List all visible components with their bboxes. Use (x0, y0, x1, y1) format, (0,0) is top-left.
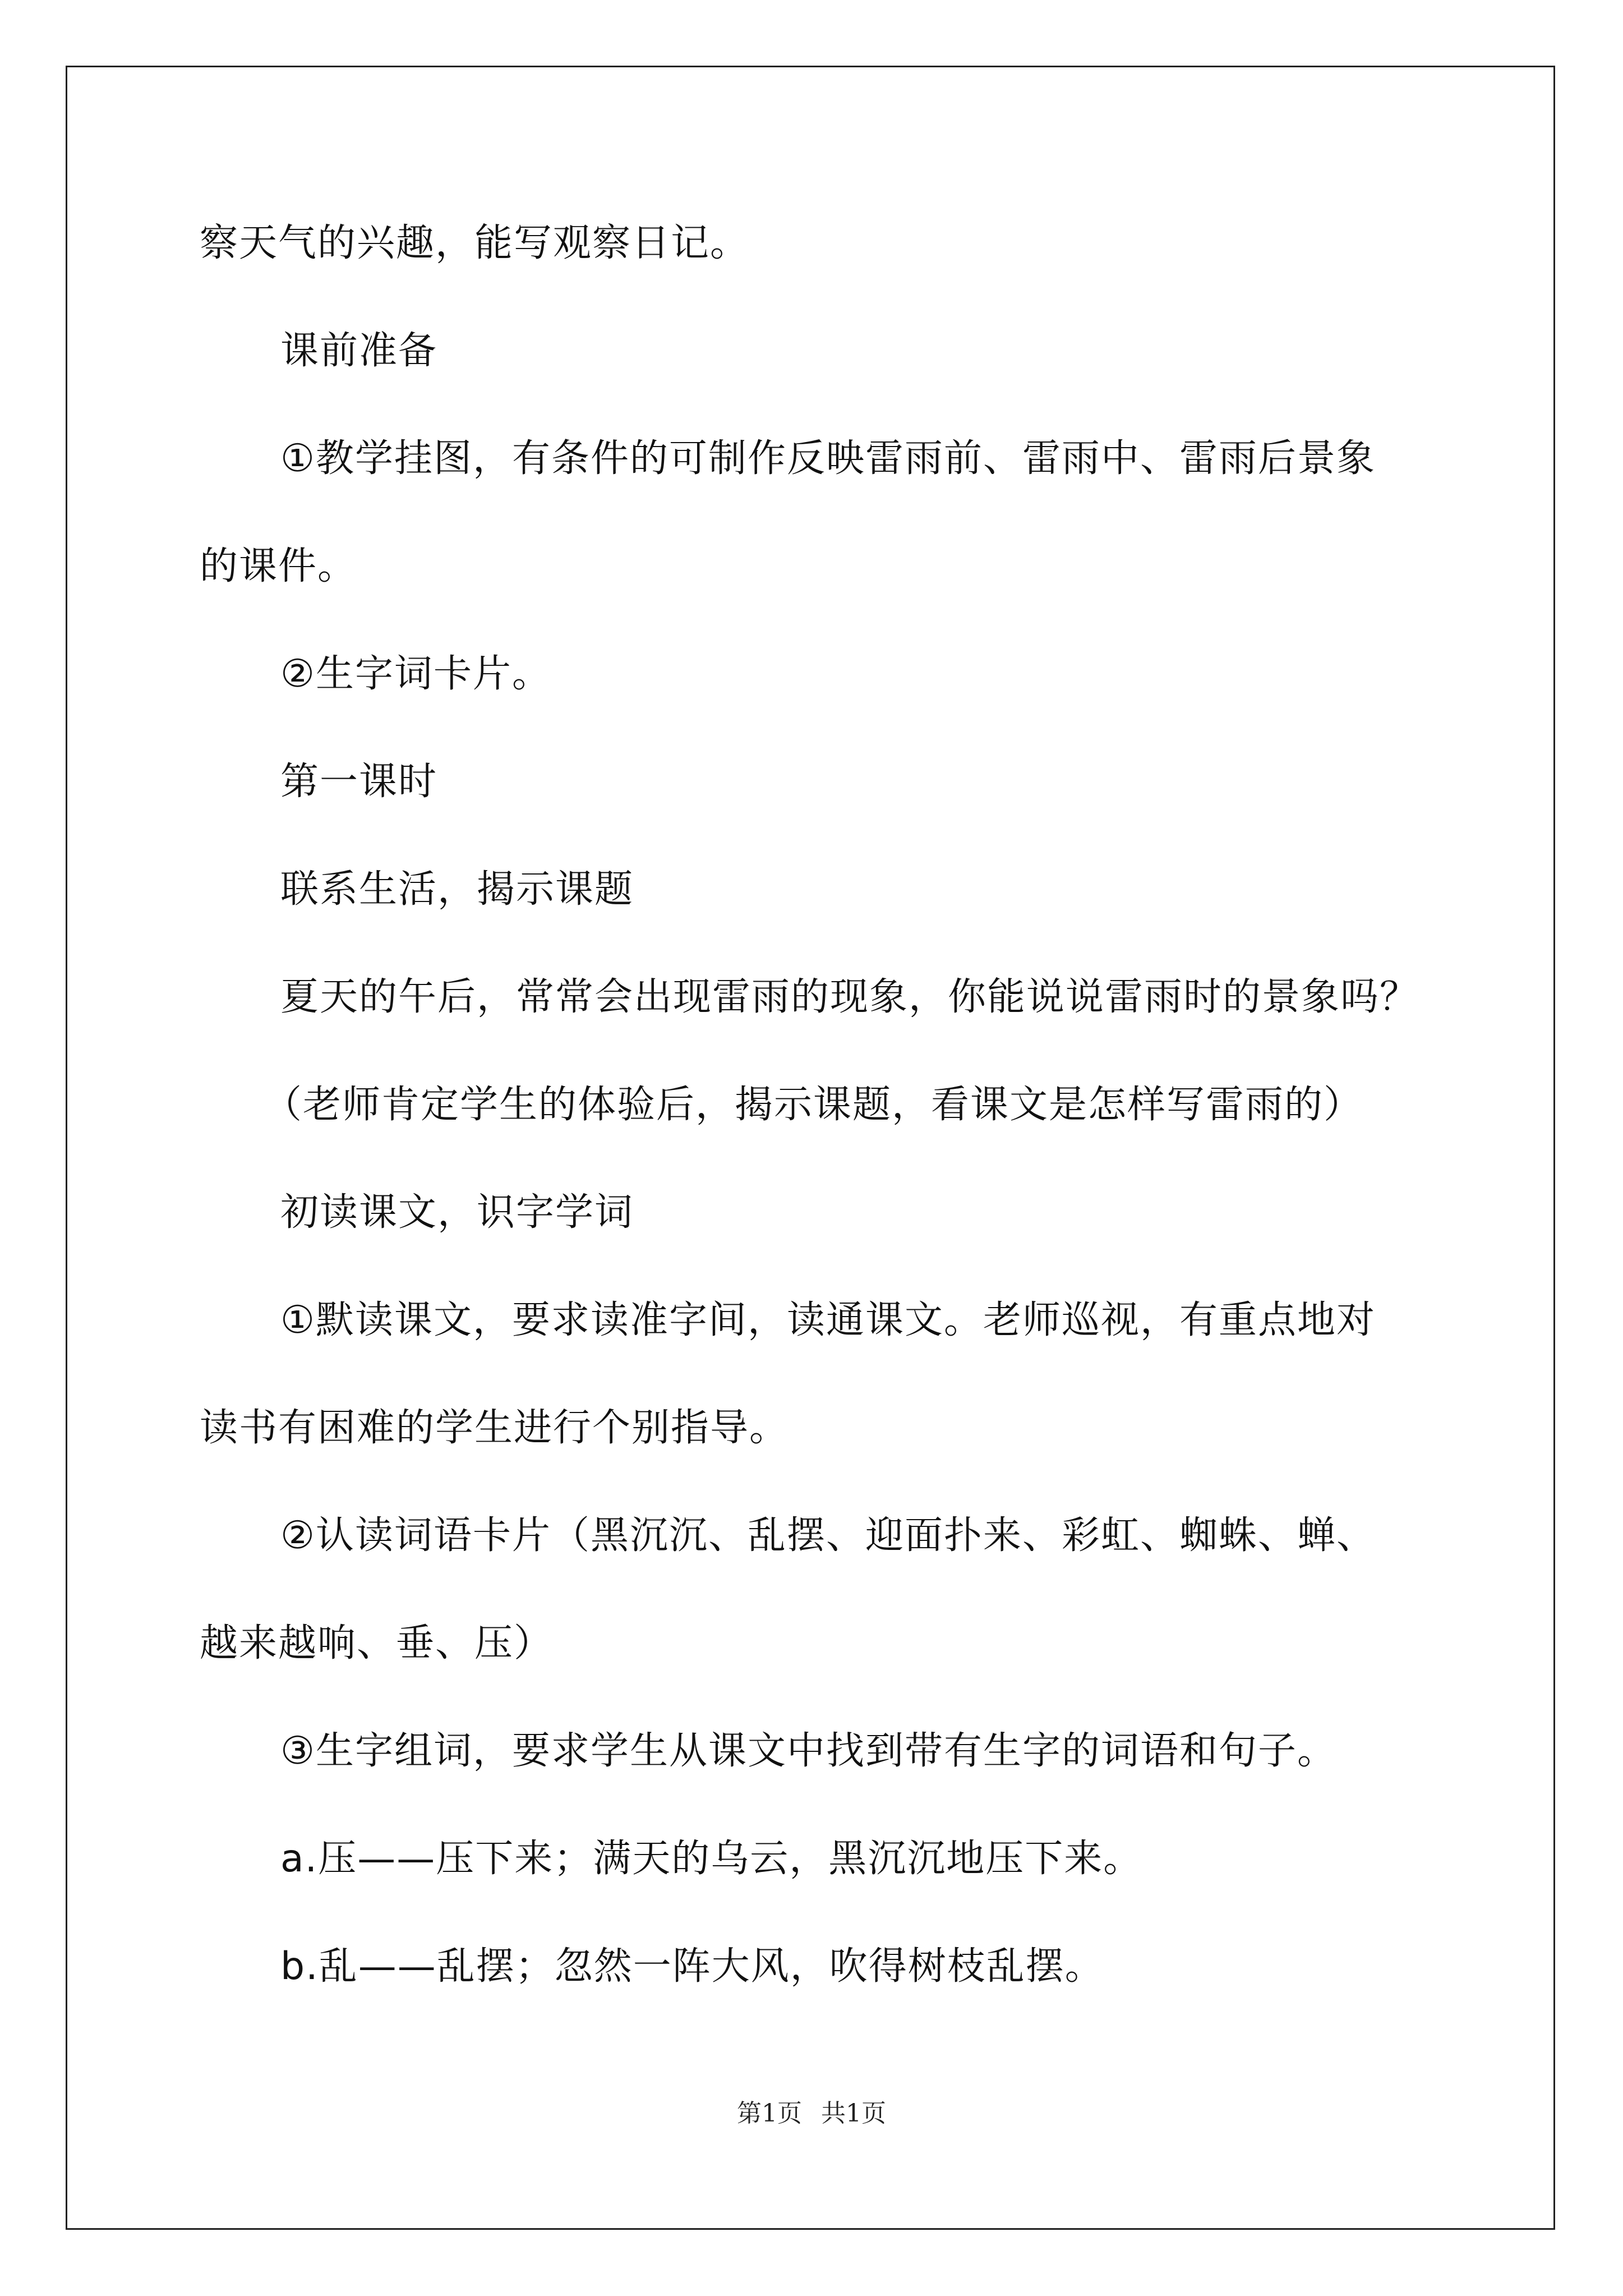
paragraph: ③生字组词，要求学生从课文中找到带有生字的词语和句子。 (280, 1729, 1336, 1773)
paragraph: 察天气的兴趣，能写观察日记。 (200, 221, 750, 265)
page-number-current: 第1页 (737, 2099, 802, 2128)
paragraph: ①教学挂图，有条件的可制作反映雷雨前、雷雨中、雷雨后景象 (280, 436, 1376, 481)
paragraph: 初读课文，识字学词 (280, 1190, 634, 1235)
paragraph: 联系生活，揭示课题 (280, 867, 634, 912)
paragraph: 夏天的午后，常常会出现雷雨的现象，你能说说雷雨时的景象吗？ (280, 975, 1419, 1019)
page-border (66, 66, 1555, 2230)
page-number-total: 共1页 (821, 2099, 886, 2128)
paragraph: ②生字词卡片。 (280, 652, 551, 696)
paragraph: 读书有困难的学生进行个别指导。 (200, 1406, 789, 1450)
paragraph: 越来越响、垂、压） (200, 1621, 554, 1665)
paragraph: ②认读词语卡片（黑沉沉、乱摆、迎面扑来、彩虹、蜘蛛、蝉、 (280, 1513, 1376, 1558)
page-footer (0, 2098, 1623, 2129)
paragraph: （老师肯定学生的体验后，揭示课题，看课文是怎样写雷雨的） (264, 1083, 1363, 1127)
paragraph: 的课件。 (200, 544, 357, 588)
paragraph: 第一课时 (280, 760, 438, 804)
paragraph: 课前准备 (280, 329, 438, 373)
paragraph: a.压——压下来；满天的乌云，黑沉沉地压下来。 (280, 1837, 1143, 1881)
paragraph: ①默读课文，要求读准字间，读通课文。老师巡视，有重点地对 (280, 1298, 1376, 1342)
paragraph: b.乱——乱摆；忽然一阵大风，吹得树枝乱摆。 (280, 1944, 1104, 1989)
